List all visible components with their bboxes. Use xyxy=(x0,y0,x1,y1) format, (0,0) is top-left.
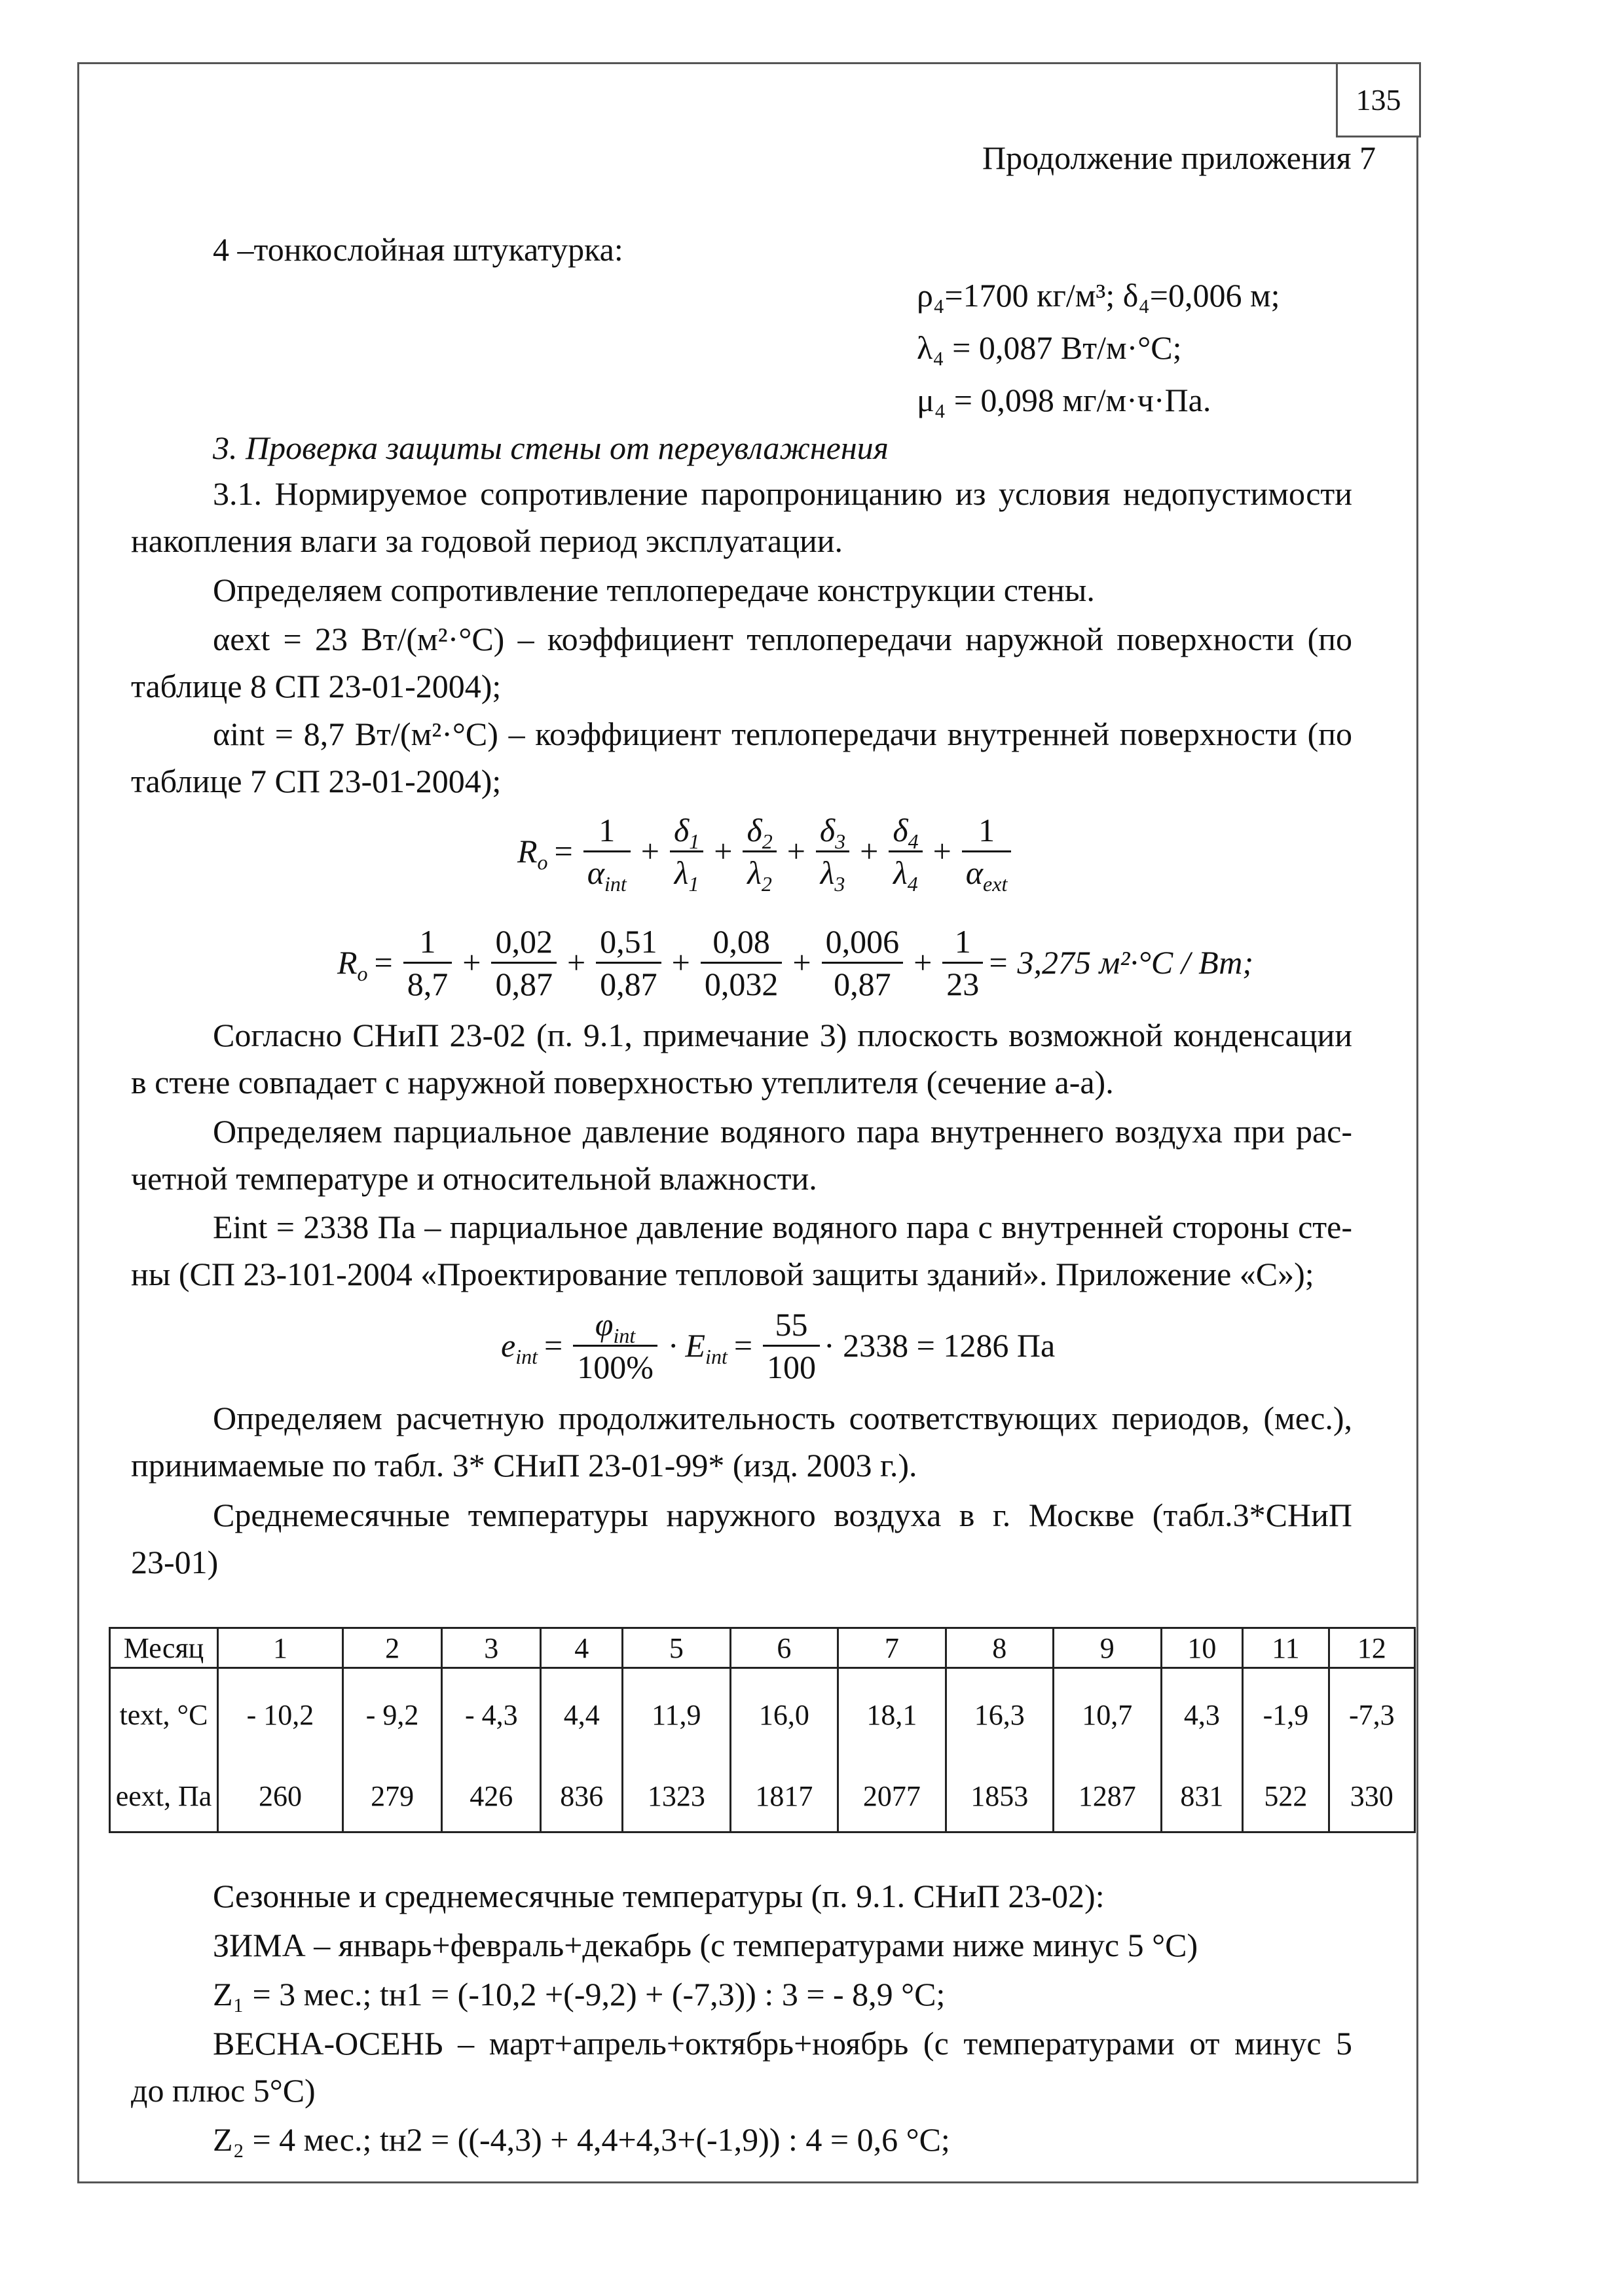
layer4-density-thickness: ρ₄=1700 кг/м³; δ₄=0,006 м; xyxy=(917,277,1280,314)
table-header-row xyxy=(110,1628,1415,1668)
paragraph-period-line2: принимаемые по табл. 3* СНиП 23-01-99* (изд. 2003 г.). xyxy=(131,1447,917,1484)
table-cell: 4,4 xyxy=(541,1668,623,1761)
paragraph-aint-line2: таблице 7 СП 23-01-2004); xyxy=(131,763,502,799)
table-cell: 1 xyxy=(218,1628,343,1668)
table-cell: -1,9 xyxy=(1243,1668,1329,1761)
table-cell: 10 xyxy=(1161,1628,1243,1668)
table-cell: 1287 xyxy=(1054,1760,1161,1832)
table-cell: 330 xyxy=(1329,1760,1414,1832)
table-cell: 18,1 xyxy=(838,1668,946,1761)
paragraph-snip-line2: в стене совпадает с наружной поверхностью утеплителя (сечение а-а). xyxy=(131,1064,1114,1101)
table-cell: -7,3 xyxy=(1329,1668,1414,1761)
layer4-permeability: μ₄ = 0,098 мг/м·ч·Па. xyxy=(917,382,1211,418)
paragraph-3-1-line2: накопления влаги за годовой период эксплуатации. xyxy=(131,522,843,559)
table-cell: 9 xyxy=(1054,1628,1161,1668)
table-cell: 279 xyxy=(342,1760,441,1832)
table-cell: - 10,2 xyxy=(218,1668,343,1761)
page-number: 135 xyxy=(1336,62,1421,137)
table-cell: 1817 xyxy=(730,1760,838,1832)
table-cell: 1323 xyxy=(623,1760,730,1832)
paragraph-snip-line1: Согласно СНиП 23-02 (п. 9.1, примечание 3) плоскость возможной конденсации xyxy=(213,1017,1352,1053)
paragraph-3-1-line1: 3.1. Нормируемое сопротивление паропроницанию из условия недопустимости xyxy=(213,475,1352,512)
table-cell: 16,3 xyxy=(946,1668,1053,1761)
table-cell: 3 xyxy=(442,1628,541,1668)
paragraph-spring-line1: ВЕСНА-ОСЕНЬ – март+апрель+октябрь+ноябрь (с температурами от минус 5 xyxy=(213,2025,1352,2062)
table-cell: - 9,2 xyxy=(342,1668,441,1761)
paragraph-resistance: Определяем сопротивление теплопередаче конструкции стены. xyxy=(213,572,1095,608)
table-cell: 1853 xyxy=(946,1760,1053,1832)
table-cell: 6 xyxy=(730,1628,838,1668)
paragraph-aext-line1: αext = 23 Вт/(м²·°С) – коэффициент теплопередачи наружной поверхности (по xyxy=(213,621,1352,657)
table-cell: 2 xyxy=(342,1628,441,1668)
formula-eint-result: · 2338 = 1286 Па xyxy=(824,1327,1056,1364)
table-cell: Месяц xyxy=(110,1628,218,1668)
paragraph-winter: ЗИМА – январь+февраль+декабрь (с температурами ниже минус 5 °С) xyxy=(213,1927,1198,1963)
paragraph-temp-line2: 23-01) xyxy=(131,1544,219,1580)
layer4-conductivity: λ₄ = 0,087 Вт/м·°С; xyxy=(917,329,1182,366)
table-cell: 8 xyxy=(946,1628,1053,1668)
table-cell: 4 xyxy=(541,1628,623,1668)
paragraph-aint-line1: αint = 8,7 Вт/(м²·°С) – коэффициент теплопередачи внутренней поверхности (по xyxy=(213,716,1352,752)
table-cell: 426 xyxy=(442,1760,541,1832)
formula-ro-symbolic: $R_o$ = $\frac{1}{\alpha_{int}}$ + $\frac{\delta_1}{\lambda_1}$ + $\frac{\delta_2}{\lambda_2}$ + $\frac{\delta_3}{\lambda_3}$ + $\frac{\delta_4}{\lambda_4}$ + $\frac{1}{\alpha_{ext}}$ xyxy=(517,802,1015,900)
layer4-title: 4 –тонкослойная штукатурка: xyxy=(213,231,623,268)
paragraph-z2: Z₂ = 4 мес.; tн2 = ((-4,3) + 4,4+4,3+(-1,9)) : 4 = 0,6 °С; xyxy=(213,2121,950,2158)
table-cell: 4,3 xyxy=(1161,1668,1243,1761)
table-cell: 260 xyxy=(218,1760,343,1832)
table-cell: 5 xyxy=(623,1628,730,1668)
paragraph-z1: Z₁ = 3 мес.; tн1 = (-10,2 +(-9,2) + (-7,3)) : 3 = - 8,9 °С; xyxy=(213,1976,946,2013)
paragraph-period-line1: Определяем расчетную продолжительность соответствующих периодов, (мес.), xyxy=(213,1400,1352,1436)
formula-ro-numeric: $R_o$ = $\frac{1}{8,7}$ + $\frac{0,02}{0,87}$ + $\frac{0,51}{0,87}$ + $\frac{0,08}{0,032}$ + $\frac{0,006}{0,87}$ + $\frac{1}{23}$ = 3,275 м²·°С / Вт; xyxy=(337,913,1253,1011)
paragraph-spring-line2: до плюс 5°С) xyxy=(131,2072,316,2109)
paragraph-aext-line2: таблице 8 СП 23-01-2004); xyxy=(131,668,502,704)
table-row-label: eext, Па xyxy=(110,1760,218,1832)
table-cell: 10,7 xyxy=(1054,1668,1161,1761)
table-cell: 831 xyxy=(1161,1760,1243,1832)
table-row-pressure xyxy=(110,1760,1415,1832)
table-cell: 11,9 xyxy=(623,1668,730,1761)
section3-title: 3. Проверка защиты стены от переувлажнения xyxy=(213,429,889,466)
paragraph-eint-line1: Eint = 2338 Па – парциальное давление водяного пара с внутренней стороны сте- xyxy=(213,1209,1352,1245)
paragraph-partial-line1: Определяем парциальное давление водяного пара внутреннего воздуха при рас- xyxy=(213,1113,1352,1150)
paragraph-eint-line2: ны (СП 23-101-2004 «Проектирование тепловой защиты зданий». Приложение «С»); xyxy=(131,1256,1314,1292)
monthly-temperature-table xyxy=(109,1627,1416,1833)
table-cell: 7 xyxy=(838,1628,946,1668)
paragraph-temp-line1: Среднемесячные температуры наружного воздуха в г. Москве (табл.3*СНиП xyxy=(213,1497,1352,1533)
paragraph-season: Сезонные и среднемесячные температуры (п. 9.1. СНиП 23-02): xyxy=(213,1878,1105,1914)
header-continuation: Продолжение приложения 7 xyxy=(982,139,1376,176)
paragraph-partial-line2: четной температуре и относительной влажности. xyxy=(131,1160,817,1197)
table-row-label: text, °С xyxy=(110,1668,218,1761)
table-row-temperature xyxy=(110,1668,1415,1761)
formula-ro-result: = 3,275 м²·°С / Вт; xyxy=(987,944,1254,981)
table-cell: 16,0 xyxy=(730,1668,838,1761)
formula-eint: $e_{int}$ = $\frac{\varphi_{int}}{100\%}$ · $E_{int}$ = $\frac{55}{100}$ · 2338 = 1286 Па xyxy=(501,1296,1055,1394)
table-cell: 2077 xyxy=(838,1760,946,1832)
table-cell: 11 xyxy=(1243,1628,1329,1668)
table-cell: - 4,3 xyxy=(442,1668,541,1761)
table-cell: 12 xyxy=(1329,1628,1414,1668)
table-cell: 522 xyxy=(1243,1760,1329,1832)
table-cell: 836 xyxy=(541,1760,623,1832)
